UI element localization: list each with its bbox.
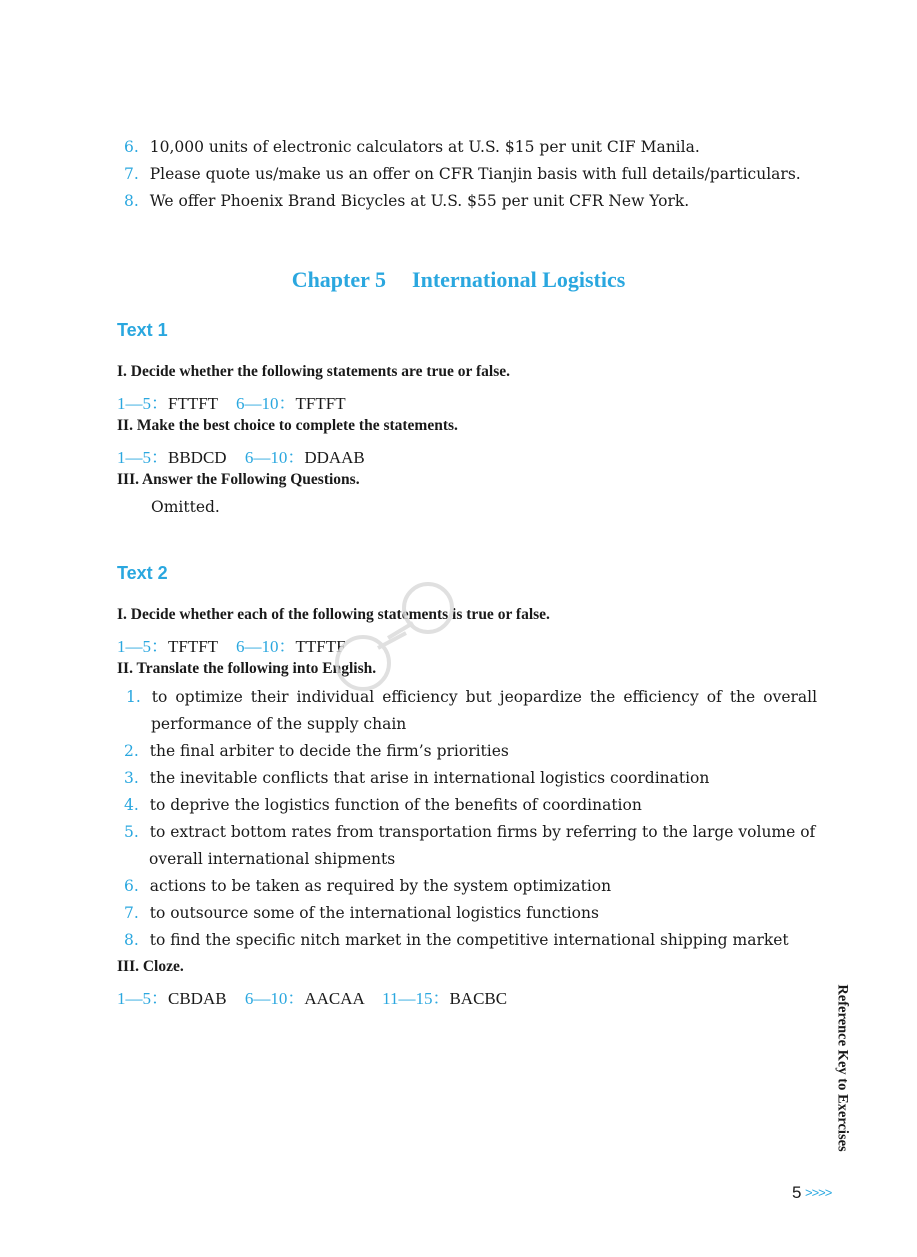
- text2-question-3: III. Cloze.: [117, 958, 184, 975]
- translation-item-3: 3. the inevitable conflicts that arise in international logistics coordination: [124, 769, 710, 787]
- text1-question-2: II. Make the best choice to complete the statements.: [117, 417, 458, 434]
- translation-item-2: 2. the final arbiter to decide the firm’s priorities: [124, 742, 509, 760]
- translation-item-8: 8. to find the specific nitch market in the competitive international shipping market: [124, 931, 789, 949]
- chapter-heading: [0, 267, 917, 293]
- item-text: We offer Phoenix Brand Bicycles at U.S. $55 per unit CFR New York.: [149, 192, 690, 210]
- translation-item-5: 5. to extract bottom rates from transportation firms by referring to the large volume of: [124, 823, 816, 841]
- text1-question-3: III. Answer the Following Questions.: [117, 471, 360, 488]
- translation-item-5-cont: overall international shipments: [149, 850, 396, 868]
- text2-answers-1: 1—5：TFTFT 6—10：TTFTF: [117, 637, 346, 656]
- top-item-7: [124, 164, 801, 184]
- text1-question-1: I. Decide whether the following statements are true or false.: [117, 363, 511, 380]
- item-number: 7.: [124, 165, 139, 183]
- translation-item-4: 4. to deprive the logistics function of the benefits of coordination: [124, 796, 642, 814]
- item-text: 10,000 units of electronic calculators at U.S. $15 per unit CIF Manila.: [149, 138, 700, 156]
- text1-heading: Text 1: [117, 320, 168, 340]
- text1-answers-1: 1—5：FTTFT 6—10：TFTFT: [117, 394, 346, 413]
- text1-answers-2: 1—5：BBDCD 6—10：DDAAB: [117, 448, 365, 467]
- top-item-6: [124, 137, 700, 157]
- page-arrows-icon: >>>>: [805, 1185, 832, 1200]
- translation-item-6: 6. actions to be taken as required by the system optimization: [124, 877, 612, 895]
- page-number: 5: [792, 1183, 802, 1202]
- translation-item-1-cont: performance of the supply chain: [151, 715, 407, 733]
- text2-heading: Text 2: [117, 563, 168, 583]
- top-item-8: [124, 191, 689, 211]
- text2-answers-3: 1—5：CBDAB 6—10：AACAA 11—15：BACBC: [117, 989, 508, 1008]
- item-text: Please quote us/make us an offer on CFR Tianjin basis with full details/particulars.: [149, 165, 801, 183]
- item-number: 8.: [124, 192, 139, 210]
- text1-answer-3: Omitted.: [151, 498, 220, 516]
- item-number: 6.: [124, 138, 139, 156]
- chapter-label: Chapter 5: [291, 267, 387, 292]
- translation-item-1: 1. to optimize their individual efficiency but jeopardize the efficiency of the overall: [126, 688, 818, 706]
- side-label: Reference Key to Exercises: [834, 984, 851, 1152]
- translation-item-7: 7. to outsource some of the international logistics functions: [124, 904, 599, 922]
- watermark-stamp-icon: [318, 578, 468, 698]
- text2-question-1: I. Decide whether each of the following statements is true or false.: [117, 606, 550, 623]
- chapter-title: International Logistics: [412, 267, 626, 292]
- text2-question-2: II. Translate the following into English.: [117, 660, 377, 677]
